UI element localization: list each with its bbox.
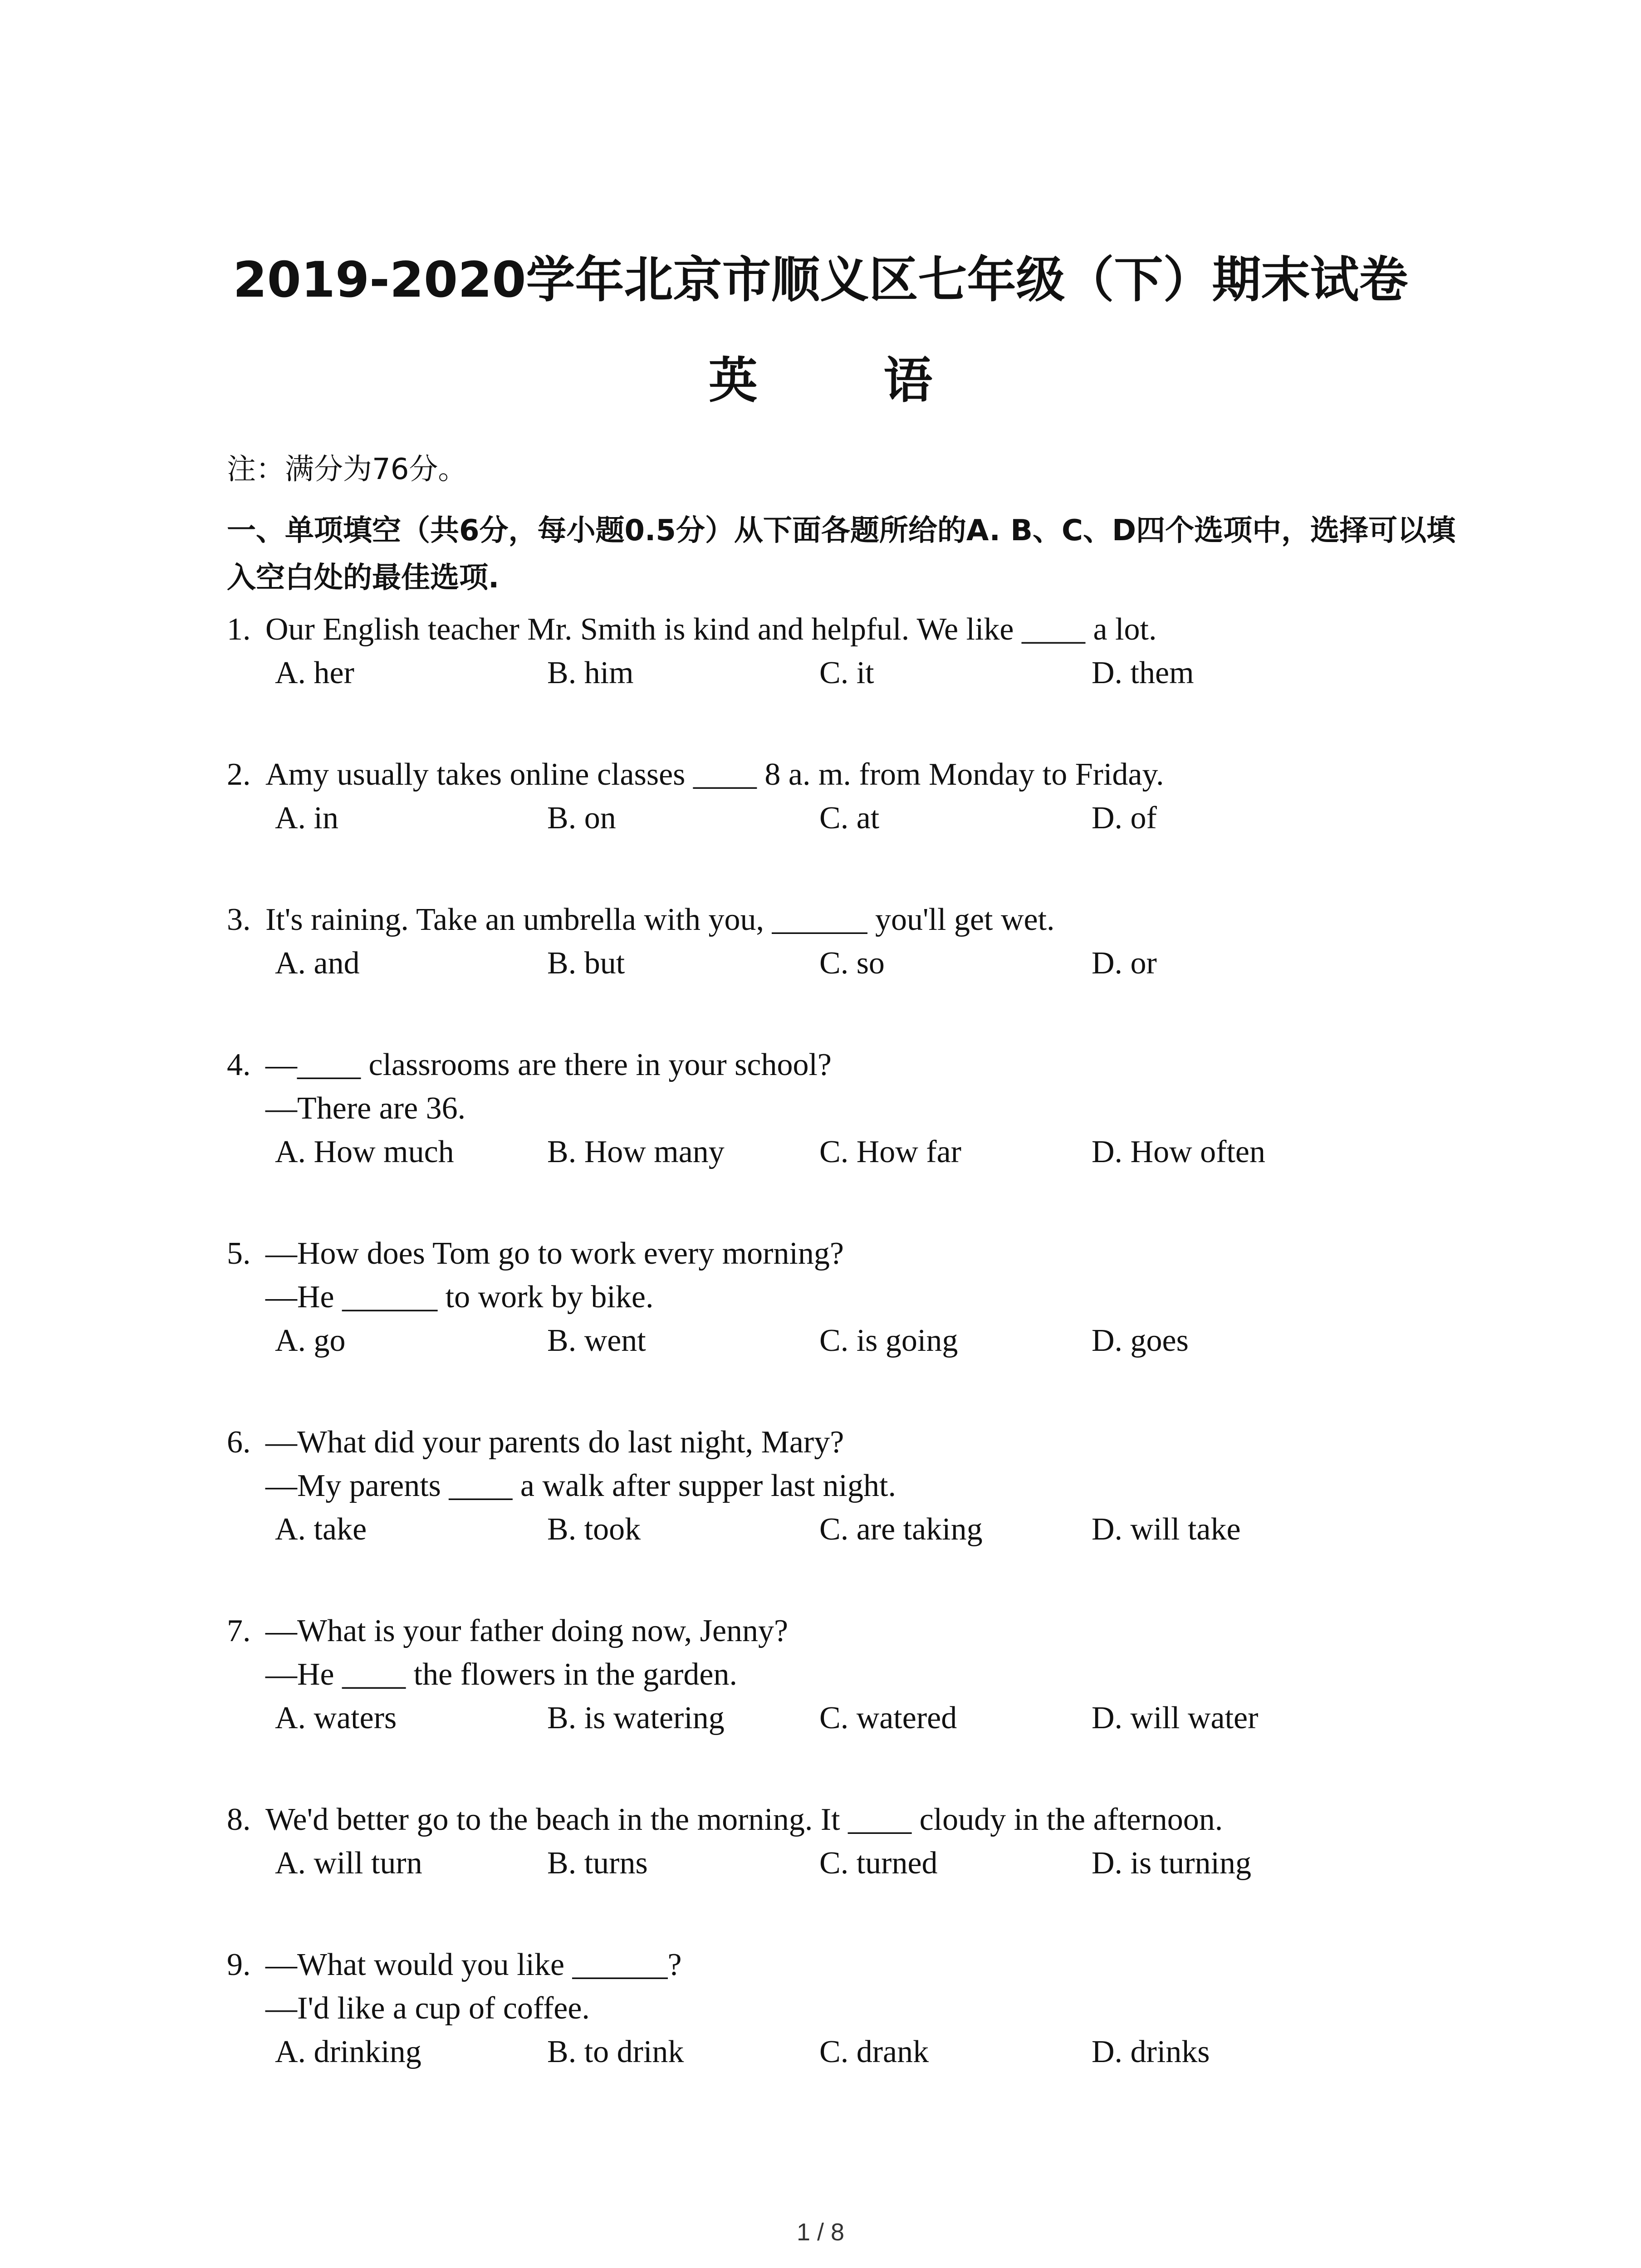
answer-option: B. took	[547, 1512, 641, 1547]
question-number: 8.	[227, 1802, 251, 1837]
question-stem-line: We'd better go to the beach in the morning. It ____ cloudy in the afternoon.	[265, 1802, 1223, 1837]
question-stem-line: —I'd like a cup of coffee.	[265, 1991, 590, 2026]
answer-option: D. is turning	[1092, 1846, 1251, 1881]
answer-option: D. will take	[1092, 1512, 1241, 1547]
question-stem-line: —What is your father doing now, Jenny?	[265, 1613, 789, 1648]
answer-option: D. goes	[1092, 1323, 1189, 1358]
answer-option: D. or	[1092, 946, 1157, 981]
question-number: 5.	[227, 1236, 251, 1271]
question-stem-line: —How does Tom go to work every morning?	[265, 1236, 844, 1271]
answer-option: A. drinking	[275, 2034, 421, 2069]
subject-title: 英 语	[708, 352, 987, 409]
answer-option: C. How far	[819, 1134, 961, 1169]
question-stem-line: It's raining. Take an umbrella with you, ______ you'll get wet.	[265, 902, 1055, 937]
answer-option: C. drank	[819, 2034, 929, 2069]
answer-option: B. turns	[547, 1846, 648, 1881]
question-number: 6.	[227, 1425, 251, 1460]
answer-option: A. and	[275, 946, 360, 981]
question-stem-line: Amy usually takes online classes ____ 8 a. m. from Monday to Friday.	[265, 757, 1164, 792]
question-stem-line: —____ classrooms are there in your school?	[265, 1047, 832, 1082]
answer-option: C. watered	[819, 1701, 957, 1735]
question-stem-line: —He ______ to work by bike.	[265, 1280, 654, 1315]
question-number: 2.	[227, 757, 251, 792]
answer-option: A. will turn	[275, 1846, 422, 1881]
answer-option: A. How much	[275, 1134, 454, 1169]
question-stem-line: —My parents ____ a walk after supper last night.	[265, 1468, 896, 1503]
answer-option: B. How many	[547, 1134, 725, 1169]
question-number: 7.	[227, 1613, 251, 1648]
question-stem-line: —What did your parents do last night, Mary?	[265, 1425, 844, 1460]
answer-option: D. will water	[1092, 1701, 1259, 1735]
answer-option: A. in	[275, 801, 338, 836]
answer-option: C. so	[819, 946, 885, 981]
question-number: 9.	[227, 1947, 251, 1982]
answer-option: A. take	[275, 1512, 367, 1547]
answer-option: B. on	[547, 801, 616, 836]
answer-option: A. waters	[275, 1701, 397, 1735]
answer-option: A. go	[275, 1323, 346, 1358]
question-stem-line: Our English teacher Mr. Smith is kind and helpful. We like ____ a lot.	[265, 612, 1157, 647]
question-stem-line: —He ____ the flowers in the garden.	[265, 1657, 737, 1692]
question-stem-line: —What would you like ______?	[265, 1947, 682, 1982]
question-number: 3.	[227, 902, 251, 937]
answer-option: C. is going	[819, 1323, 958, 1358]
answer-option: C. at	[819, 801, 880, 836]
answer-option: C. turned	[819, 1846, 938, 1881]
question-number: 4.	[227, 1047, 251, 1082]
page-number: 1 / 8	[796, 2219, 845, 2246]
answer-option: B. him	[547, 655, 634, 690]
answer-option: B. to drink	[547, 2034, 684, 2069]
answer-option: D. How often	[1092, 1134, 1265, 1169]
answer-option: D. them	[1092, 655, 1194, 690]
score-note: 注：满分为76分。	[227, 453, 467, 486]
answer-option: A. her	[275, 655, 354, 690]
question-stem-line: —There are 36.	[265, 1091, 466, 1126]
answer-option: B. is watering	[547, 1701, 725, 1735]
exam-title: 2019-2020学年北京市顺义区七年级（下）期末试卷	[233, 252, 1408, 308]
answer-option: D. drinks	[1092, 2034, 1210, 2069]
answer-option: D. of	[1092, 801, 1157, 836]
answer-option: C. are taking	[819, 1512, 983, 1547]
section-instruction: 一、单项填空（共6分，每小题0.5分）从下面各题所给的A. B、C、D四个选项中，选择可以填入空白处的最佳选项.	[227, 514, 1456, 595]
answer-option: B. went	[547, 1323, 646, 1358]
answer-option: C. it	[819, 655, 874, 690]
answer-option: B. but	[547, 946, 625, 981]
question-number: 1.	[227, 612, 251, 647]
